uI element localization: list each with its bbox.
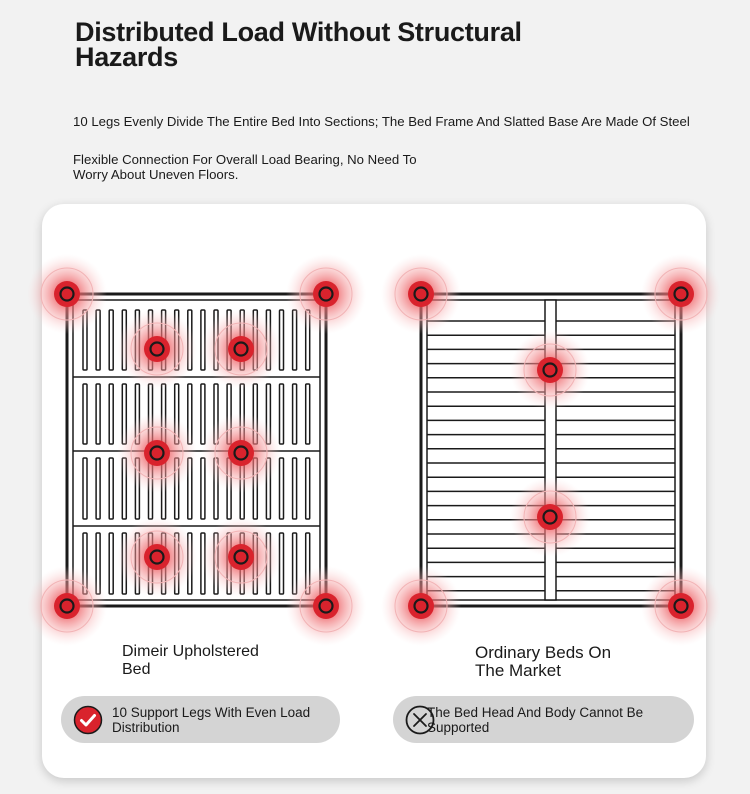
slat bbox=[280, 384, 284, 444]
slat bbox=[109, 384, 113, 444]
support-leg-marker bbox=[641, 566, 721, 646]
support-leg-marker bbox=[286, 566, 366, 646]
ordinary-bed-label: Ordinary Beds On The Market bbox=[475, 643, 612, 680]
support-leg-marker bbox=[27, 254, 107, 334]
ordinary-feature-badge bbox=[393, 696, 694, 743]
slat bbox=[280, 310, 284, 370]
slat bbox=[96, 384, 100, 444]
support-leg-marker bbox=[510, 477, 590, 557]
support-leg-marker bbox=[27, 566, 107, 646]
support-leg-marker bbox=[201, 517, 281, 597]
slat bbox=[293, 458, 297, 519]
support-leg-marker bbox=[510, 330, 590, 410]
slat bbox=[280, 458, 284, 519]
slat bbox=[109, 458, 113, 519]
slat bbox=[109, 533, 113, 594]
slat bbox=[306, 384, 310, 444]
page-title: Distributed Load Without Structural Hazards bbox=[75, 17, 522, 72]
slat bbox=[201, 384, 205, 444]
support-leg-marker bbox=[381, 254, 461, 334]
slat bbox=[83, 458, 87, 519]
support-leg-marker bbox=[381, 566, 461, 646]
slat bbox=[293, 384, 297, 444]
slat bbox=[109, 310, 113, 370]
support-leg-marker bbox=[286, 254, 366, 334]
support-leg-marker bbox=[641, 254, 721, 334]
slat bbox=[306, 458, 310, 519]
description-line-2: Flexible Connection For Overall Load Bearing, No Need To Worry About Uneven Floors. bbox=[73, 152, 417, 182]
slat bbox=[83, 384, 87, 444]
support-leg-marker bbox=[117, 413, 197, 493]
dimeir-feature-badge bbox=[61, 696, 340, 743]
support-leg-marker bbox=[117, 517, 197, 597]
description-line-1: 10 Legs Evenly Divide The Entire Bed Into Sections; The Bed Frame And Slatted Base Are Made Of Steel bbox=[73, 114, 690, 129]
ordinary-feature-text: The Bed Head And Body Cannot Be Supported bbox=[427, 705, 644, 735]
dimeir-feature-text: 10 Support Legs With Even Load Distribution bbox=[112, 705, 311, 735]
slat bbox=[96, 458, 100, 519]
check-icon bbox=[73, 705, 103, 735]
dimeir-bed-label: Dimeir Upholstered Bed bbox=[122, 643, 259, 678]
support-leg-marker bbox=[117, 309, 197, 389]
support-leg-marker bbox=[201, 309, 281, 389]
support-leg-marker bbox=[201, 413, 281, 493]
